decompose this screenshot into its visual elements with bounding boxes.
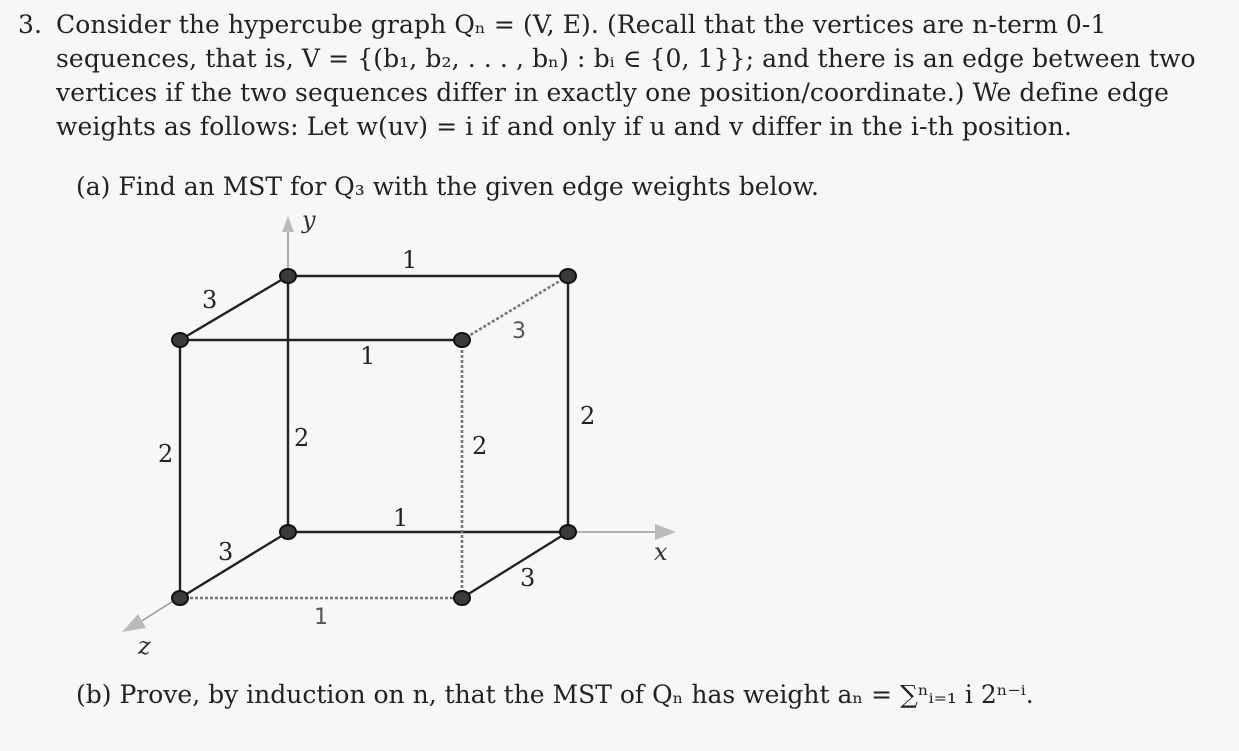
- label-top-front: 1: [360, 342, 376, 370]
- vertex-top-left-back: [280, 269, 296, 283]
- y-axis-label: y: [302, 206, 316, 234]
- z-axis-arrow: [122, 614, 146, 632]
- label-right-back-vert: 2: [580, 402, 596, 430]
- z-axis-label: z: [138, 632, 151, 660]
- label-left-back-vert: 2: [294, 424, 310, 452]
- part-a-prompt: (a) Find an MST for Q₃ with the given edge weights below.: [76, 172, 819, 201]
- label-right-front-vert: 2: [472, 432, 488, 460]
- label-bottom-right-diag: 3: [520, 564, 536, 592]
- label-top-right-diag: 3: [512, 319, 526, 344]
- problem-line-1: Consider the hypercube graph Qₙ = (V, E). (Recall that the vertices are n-term 0-1: [56, 10, 1107, 39]
- problem-line-3: vertices if the two sequences differ in exactly one position/coordinate.) We define edge: [56, 78, 1169, 107]
- label-bottom-back: 1: [393, 504, 409, 532]
- problem-number: 3.: [18, 10, 43, 39]
- vertex-bottom-right-back: [560, 525, 576, 539]
- label-top-back: 1: [402, 246, 418, 274]
- vertex-top-right-back: [560, 269, 576, 283]
- label-top-left-diag: 3: [202, 286, 218, 314]
- x-axis-label: x: [654, 538, 668, 566]
- edge-bottom-right-diag: [462, 532, 568, 598]
- problem-line-2: sequences, that is, V = {(b₁, b₂, . . . , bₙ) : bᵢ ∈ {0, 1}}; and there is an edge between two: [56, 44, 1196, 73]
- vertex-bottom-left-back: [280, 525, 296, 539]
- edge-bottom-left-diag: [180, 532, 288, 598]
- y-axis-arrow: [282, 216, 294, 232]
- vertex-bottom-left-front: [172, 591, 188, 605]
- problem-line-4: weights as follows: Let w(uv) = i if and only if u and v differ in the i-th position.: [56, 112, 1072, 141]
- label-bottom-left-diag: 3: [218, 538, 234, 566]
- vertex-top-right-front: [454, 333, 470, 347]
- vertex-top-left-front: [172, 333, 188, 347]
- label-left-front-vert: 2: [158, 440, 174, 468]
- edge-top-left-diag: [180, 276, 288, 340]
- label-bottom-front-hand: 1: [314, 605, 328, 630]
- vertex-bottom-right-front: [454, 591, 470, 605]
- part-b-prompt: (b) Prove, by induction on n, that the MST of Qₙ has weight aₙ = ∑ⁿᵢ₌₁ i 2ⁿ⁻ⁱ.: [76, 680, 1034, 709]
